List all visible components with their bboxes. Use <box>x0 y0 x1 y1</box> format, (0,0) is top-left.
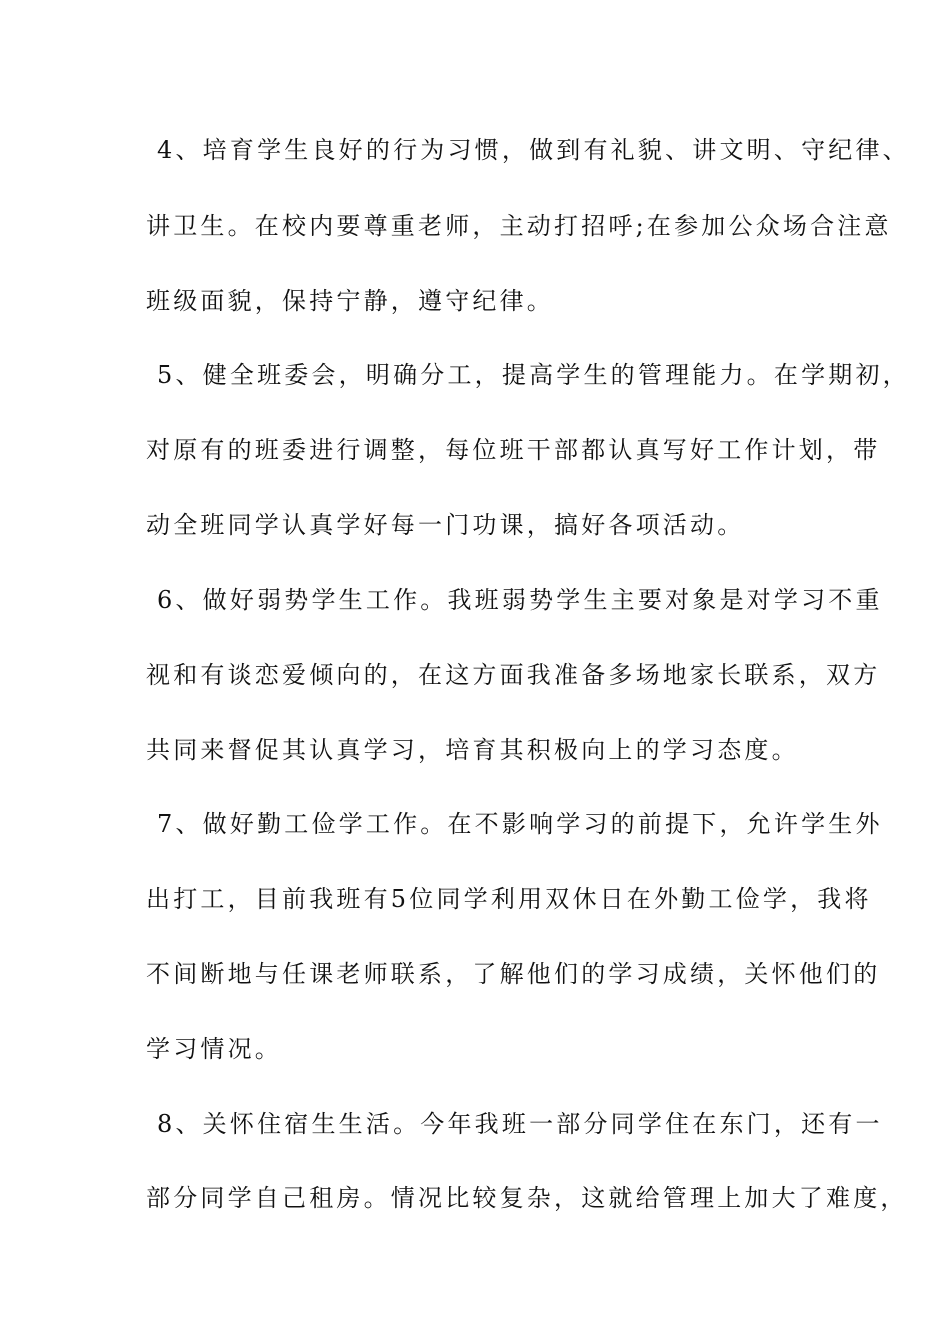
text-line: 出打工，目前我班有5位同学利用双休日在外勤工俭学，我将 <box>146 885 872 913</box>
text-line: 8、关怀住宿生生活。今年我班一部分同学住在东门，还有一 <box>157 1110 883 1138</box>
text-line: 动全班同学认真学好每一门功课，搞好各项活动。 <box>146 511 745 539</box>
text-line: 讲卫生。在校内要尊重老师，主动打招呼;在参加公众场合注意 <box>146 212 892 240</box>
text-line: 视和有谈恋爱倾向的，在这方面我准备多场地家长联系，双方 <box>146 661 881 689</box>
text-line: 共同来督促其认真学习，培育其积极向上的学习态度。 <box>146 736 799 764</box>
text-line: 7、做好勤工俭学工作。在不影响学习的前提下，允许学生外 <box>157 810 883 838</box>
text-line: 部分同学自己租房。情况比较复杂，这就给管理上加大了难度， <box>146 1184 908 1212</box>
text-line: 对原有的班委进行调整，每位班干部都认真写好工作计划，带 <box>146 436 881 464</box>
text-line: 6、做好弱势学生工作。我班弱势学生主要对象是对学习不重 <box>157 586 883 614</box>
text-line: 5、健全班委会，明确分工，提高学生的管理能力。在学期初， <box>157 361 910 389</box>
text-line: 4、培育学生良好的行为习惯，做到有礼貌、讲文明、守纪律、 <box>157 136 910 164</box>
text-line: 不间断地与任课老师联系，了解他们的学习成绩，关怀他们的 <box>146 960 881 988</box>
text-line: 学习情况。 <box>146 1035 282 1063</box>
text-line: 班级面貌，保持宁静，遵守纪律。 <box>146 287 554 315</box>
